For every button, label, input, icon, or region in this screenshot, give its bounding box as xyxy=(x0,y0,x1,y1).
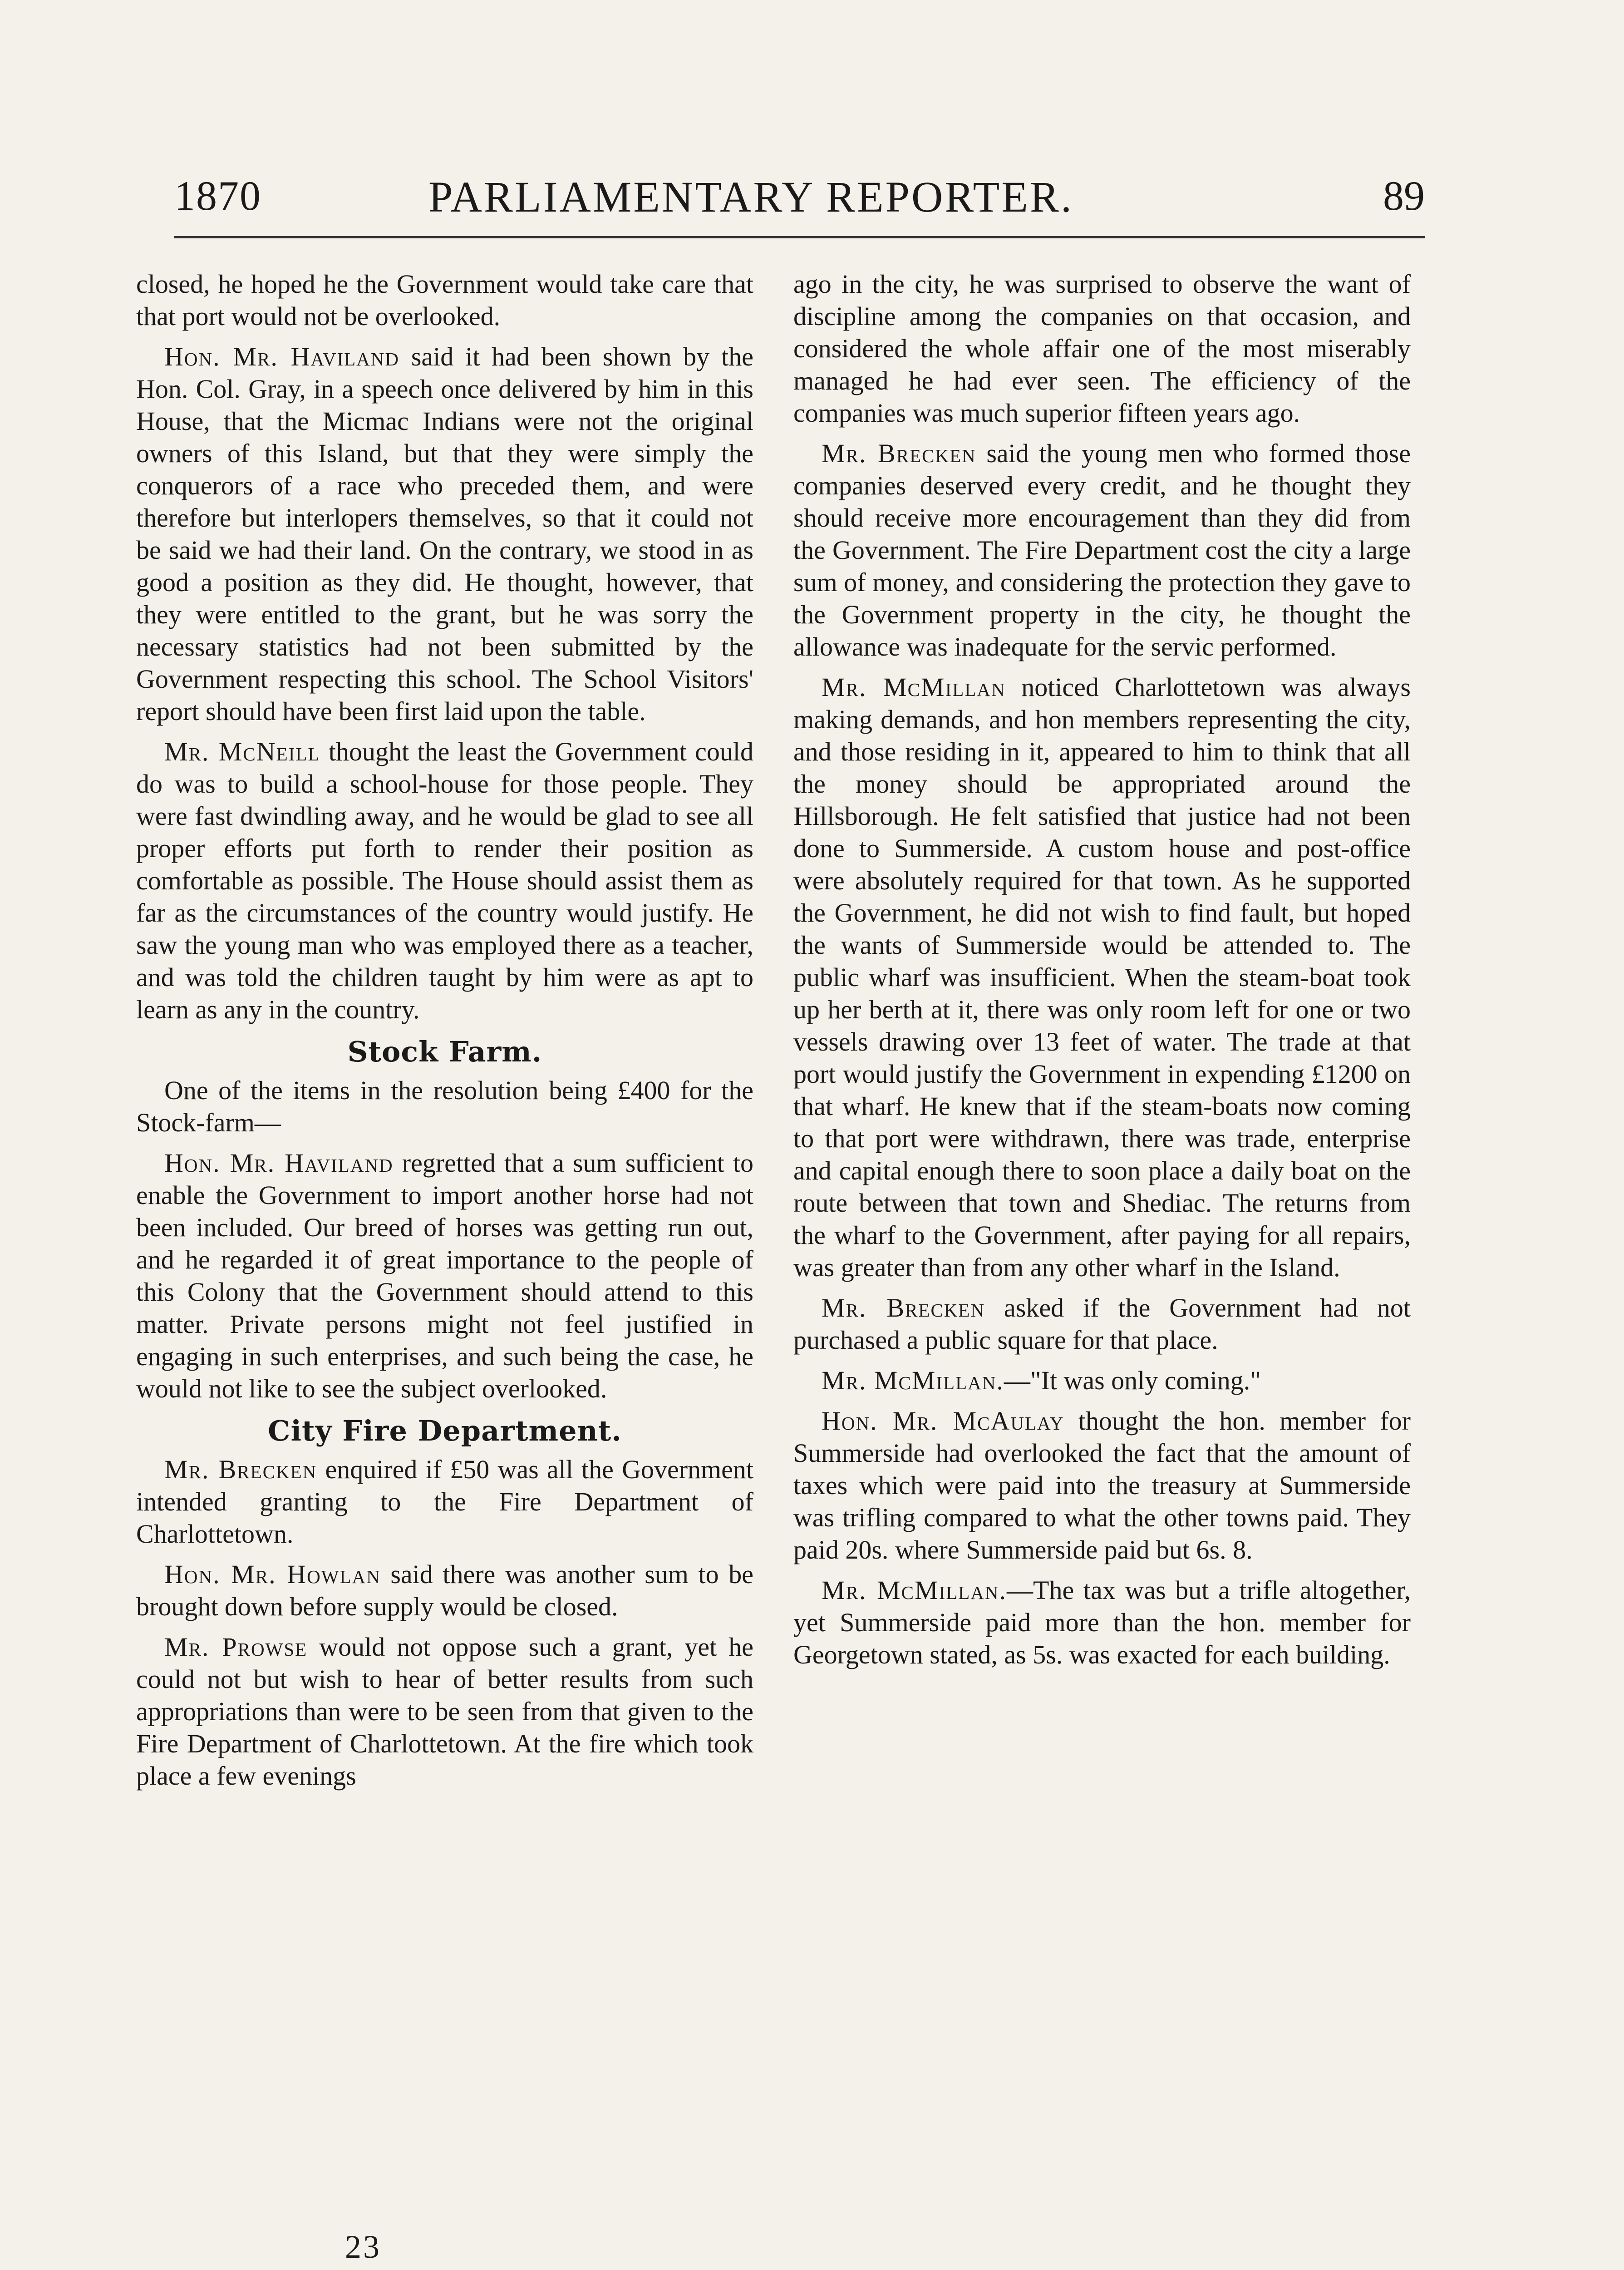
speaker-name: Hon. Mr. Howlan xyxy=(164,1559,381,1589)
paragraph: Mr. Brecken asked if the Government had not purchased a public square for that place. xyxy=(793,1293,1411,1355)
paragraph: Hon. Mr. Haviland regretted that a sum sufficient to enable the Government to import another horse had not been included. Our breed of horses was getting run out, and he regarded it of great importance to the people of this Colony that the Government should attend to this matter. Private persons might not feel justified in engaging in such enterprises, and such being the case, he would not like to see the subject overlooked. xyxy=(136,1148,753,1403)
speaker-name: Mr. Prowse xyxy=(164,1632,308,1662)
speaker-name: Hon. Mr. Haviland xyxy=(164,342,400,371)
page-number: 89 xyxy=(1383,173,1425,219)
paragraph: ago in the city, he was surprised to observe the want of discipline among the companies on that occasion, and considered the whole affair one of the most miserably managed he had ever seen. The efficiency of the companies was much superior fifteen years ago. xyxy=(793,269,1411,428)
speaker-name: Hon. Mr. Haviland xyxy=(164,1148,394,1178)
paragraph: Hon. Mr. Haviland said it had been shown by the Hon. Col. Gray, in a speech once delivered by him in this House, that the Micmac Indians were not the original owners of this Island, but that they were simply the conquerors of a race who preceded them, and were therefore but interlopers themselves, so that it could not be said we had their land. On the contrary, we stood in as good a position as they did. He thought, however, that they were entitled to the grant, but he was sorry the necessary statistics had not been submitted by the Government respecting this school. The School Visitors' report should have been first laid upon the table. xyxy=(136,342,753,726)
header-year: 1870 xyxy=(174,173,261,219)
paragraph: Mr. Prowse would not oppose such a grant, yet he could not but wish to hear of better results from such appropriations than were to be seen from that given to the Fire Department of Charlottetown. At the fire which took place a few evenings xyxy=(136,1632,753,1791)
paragraph: Mr. Brecken enquired if £50 was all the Government intended granting to the Fire Department of Charlottetown. xyxy=(136,1455,753,1549)
paragraph: Hon. Mr. Howlan said there was another sum to be brought down before supply would be closed. xyxy=(136,1559,753,1621)
header-rule xyxy=(174,236,1425,238)
speaker-name: Mr. McMillan. xyxy=(822,1366,1004,1395)
section-heading: City Fire Department. xyxy=(268,1414,622,1447)
right-column xyxy=(793,268,1411,1679)
paragraph: Mr. McMillan noticed Charlottetown was always making demands, and hon members representing the city, and those residing in it, appeared to him to think that all the money should be appropriated around the Hillsborough. He felt satisfied that justice had not been done to Summerside. A custom house and post-office were absolutely required for that town. As he supported the Government, he did not wish to find fault, but hoped the wants of Summerside would be attended to. The public wharf was insufficient. When the steam-boat took up her berth at it, there was only room left for one or two vessels drawing over 13 feet of water. The trade at that port would justify the Government in expending £1200 on that wharf. He knew that if the steam-boats now coming to that port were withdrawn, there was trade, enterprise and capital enough there to soon place a daily boat on the route between that town and Shediac. The returns from the wharf to the Government, after paying for all repairs, was greater than from any other wharf in the Island. xyxy=(793,672,1411,1282)
paragraph: closed, he hoped he the Government would take care that that port would not be overlooked. xyxy=(136,269,753,331)
paragraph: Mr. McMillan.—"It was only coming." xyxy=(822,1366,1261,1395)
left-column xyxy=(136,268,753,1800)
speaker-name: Mr. McMillan. xyxy=(822,1575,1007,1605)
header-title: PARLIAMENTARY REPORTER. xyxy=(428,173,1073,221)
signature-mark: 23 xyxy=(345,2229,381,2265)
speaker-name: Mr. McMillan xyxy=(822,672,1006,702)
speaker-name: Hon. Mr. McAulay xyxy=(822,1406,1064,1436)
section-heading: Stock Farm. xyxy=(347,1035,542,1068)
paragraph: Hon. Mr. McAulay thought the hon. member for Summerside had overlooked the fact that the amount of taxes which were paid into the treasury at Summerside was trifling compared to what the other towns paid. They paid 20s. where Summerside paid but 6s. 8. xyxy=(793,1406,1411,1564)
speaker-name: Mr. Brecken xyxy=(822,439,976,468)
paragraph: Mr. McMillan.—The tax was but a trifle altogether, yet Summerside paid more than the hon. member for Georgetown stated, as 5s. was exacted for each building. xyxy=(793,1575,1411,1669)
speaker-name: Mr. McNeill xyxy=(164,737,320,766)
speaker-name: Mr. Brecken xyxy=(164,1455,317,1484)
paragraph: Mr. McNeill thought the least the Government could do was to build a school-house for those people. They were fast dwindling away, and he would be glad to see all proper efforts put forth to render their position as comfortable as possible. The House should assist them as far as the circumstances of the country would justify. He saw the young man who was employed there as a teacher, and was told the children taught by him were as apt to learn as any in the country. xyxy=(136,737,753,1024)
speaker-name: Mr. Brecken xyxy=(822,1293,985,1323)
paragraph: One of the items in the resolution being £400 for the Stock-farm— xyxy=(136,1076,753,1137)
paragraph: Mr. Brecken said the young men who formed those companies deserved every credit, and he thought they should receive more encouragement than they did from the Government. The Fire Department cost the city a large sum of money, and considering the protection they gave to the Government property in the city, he thought the allowance was inadequate for the servic performed. xyxy=(793,439,1411,661)
page-header xyxy=(174,172,1425,231)
